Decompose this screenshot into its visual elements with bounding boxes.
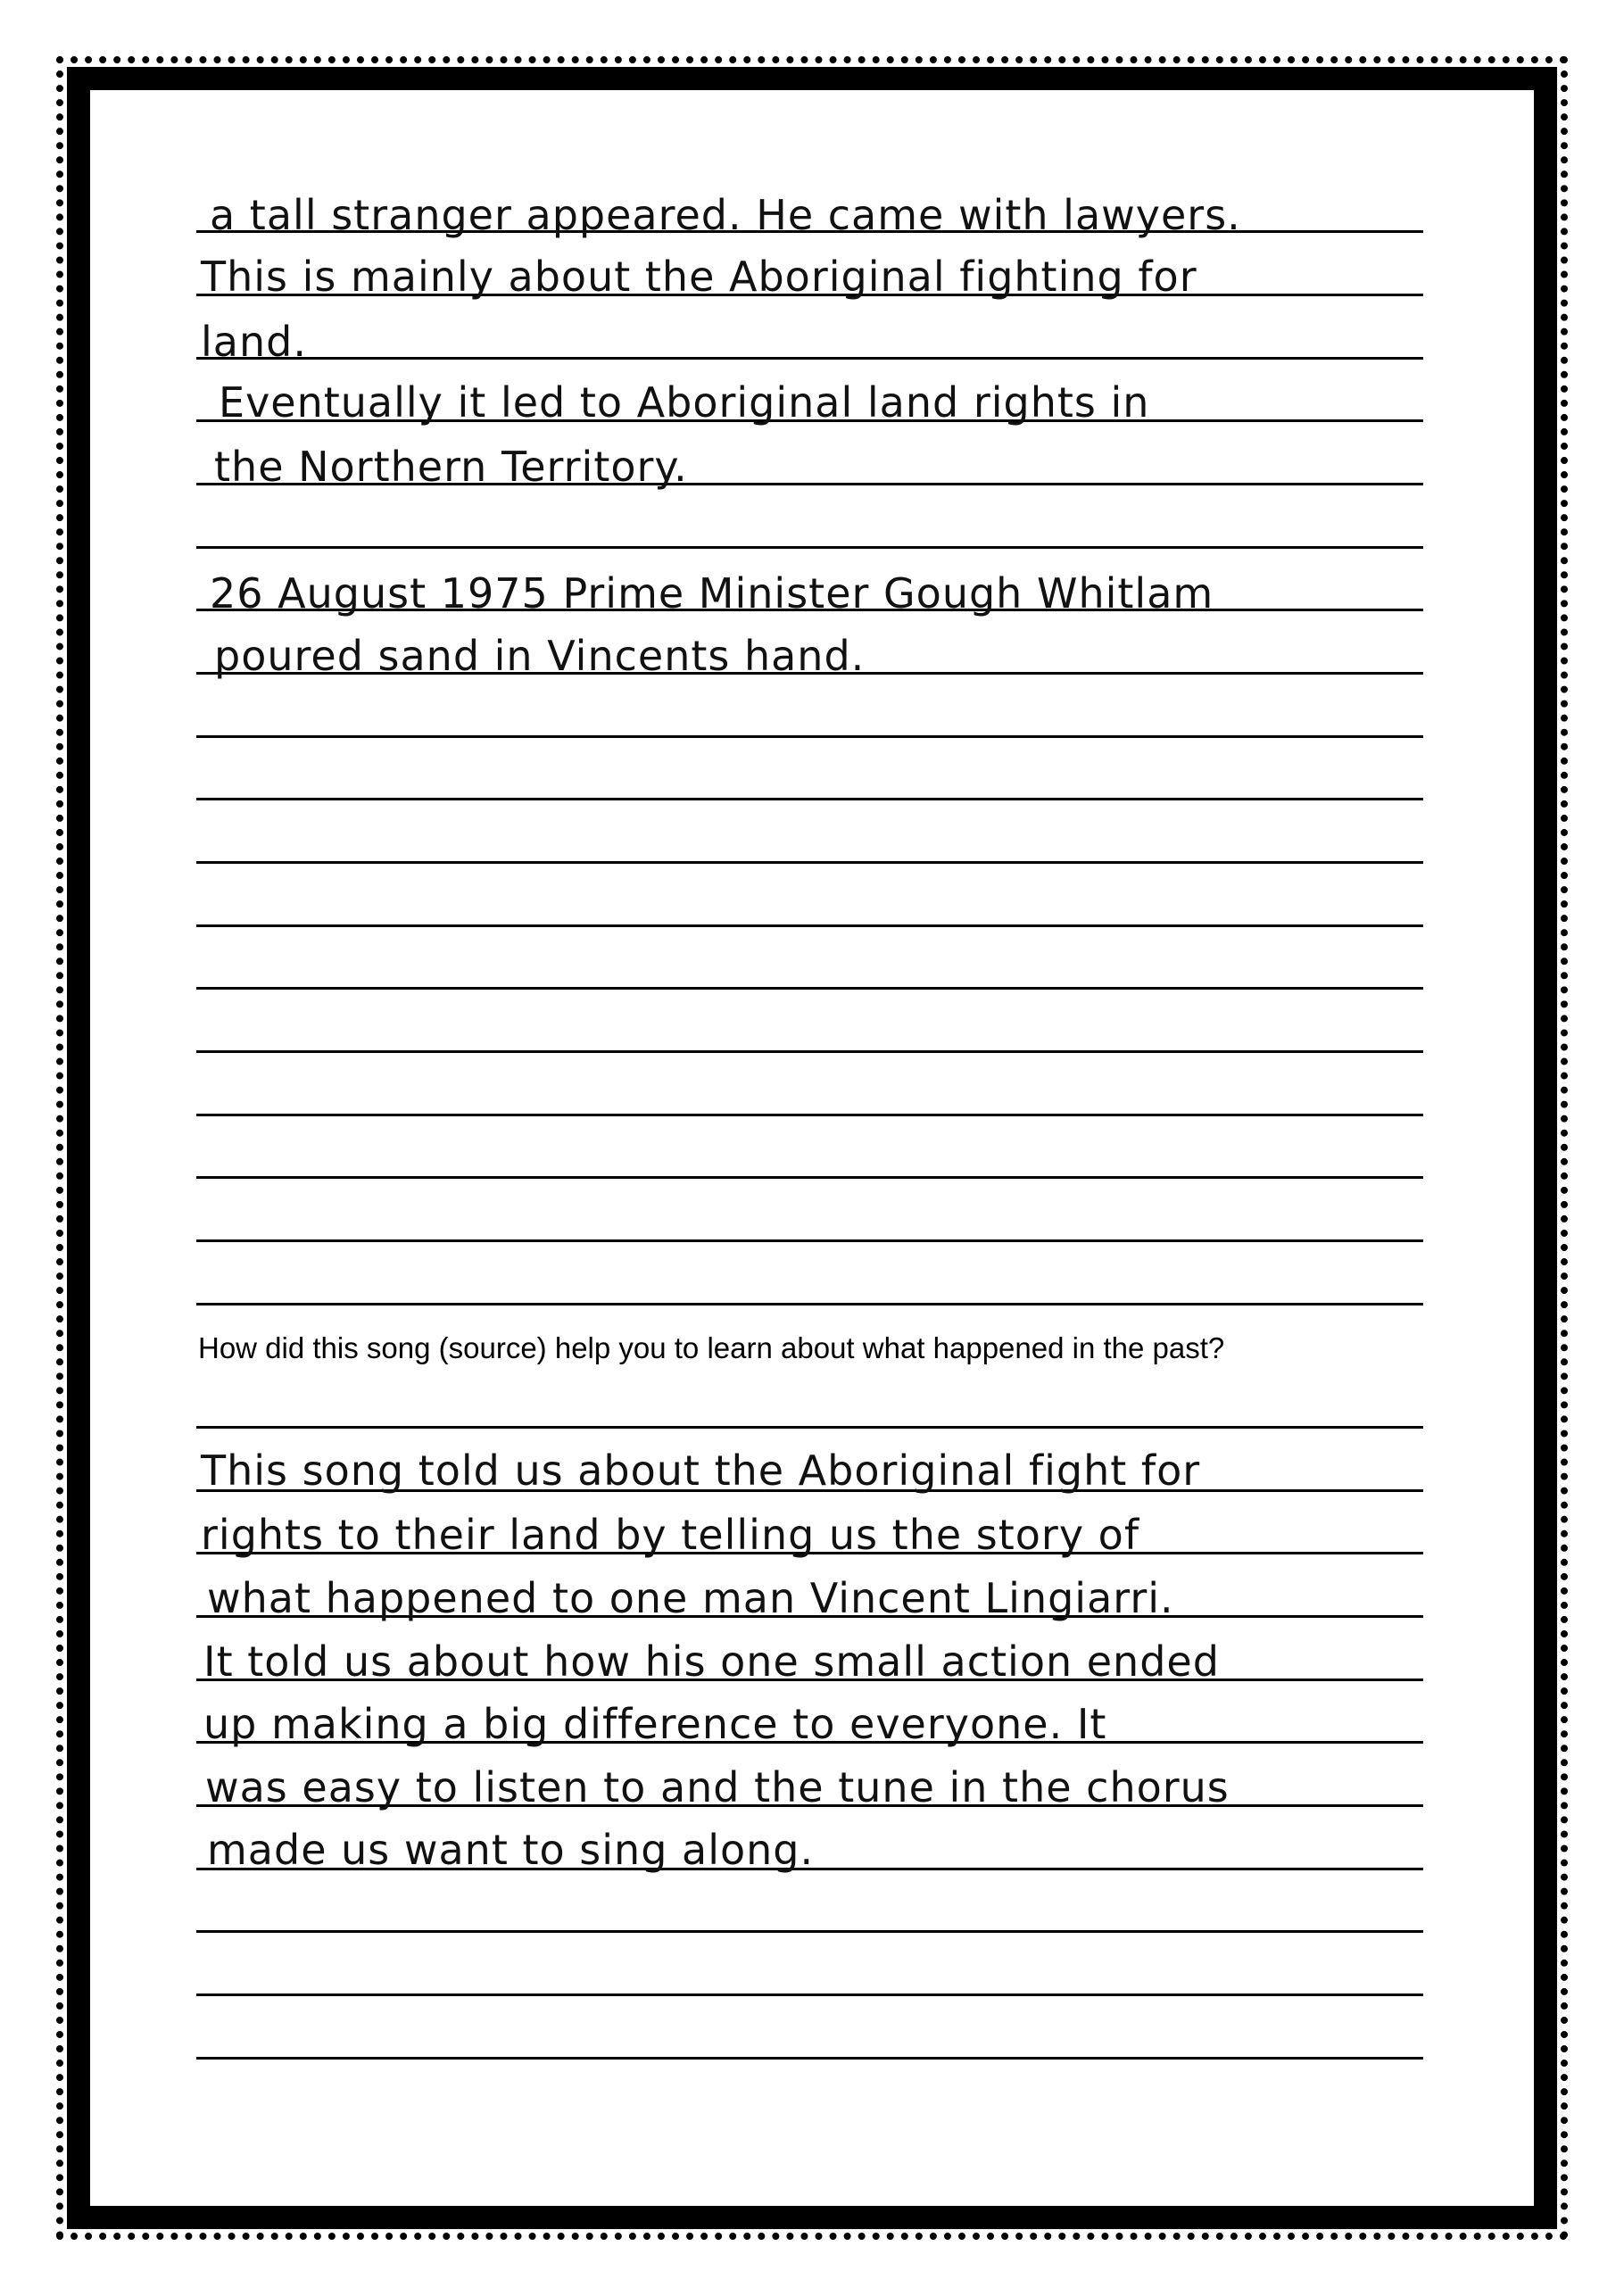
handwritten-answer-line: made us want to sing along. [207,1826,815,1874]
writing-line [196,357,1423,360]
writing-line [196,1176,1423,1179]
answer-line [196,1426,1423,1429]
handwritten-note-line: land. [201,318,307,366]
question-prompt: How did this song (source) help you to learn about what happened in the past? [198,1331,1225,1364]
handwritten-note-line: 26 August 1975 Prime Minister Gough Whitlam [210,569,1214,618]
answer-line [196,2057,1423,2060]
handwritten-answer-line: up making a big difference to everyone. It [203,1700,1107,1748]
handwritten-note-line: This is mainly about the Aboriginal fighting for [201,253,1197,301]
writing-line [196,546,1423,549]
writing-line [196,987,1423,990]
answer-line [196,1930,1423,1933]
writing-line [196,798,1423,800]
handwritten-answer-line: It told us about how his one small action ended [203,1637,1220,1686]
writing-line [196,1050,1423,1053]
handwritten-note-line: a tall stranger appeared. He came with lawyers. [210,191,1241,239]
writing-line [196,1114,1423,1116]
writing-line [196,924,1423,927]
writing-line [196,861,1423,864]
handwritten-answer-line: rights to their land by telling us the story of [201,1511,1140,1559]
writing-line [196,1303,1423,1305]
writing-line [196,735,1423,738]
handwritten-note-line: Eventually it led to Aboriginal land rights in [219,378,1150,427]
answer-line [196,1993,1423,1996]
writing-line [196,1239,1423,1242]
handwritten-answer-line: This song told us about the Aboriginal fight for [201,1446,1201,1495]
handwritten-note-line: poured sand in Vincents hand. [214,632,866,680]
handwritten-answer-line: was easy to listen to and the tune in the chorus [205,1763,1230,1811]
handwritten-note-line: the Northern Territory. [214,443,688,491]
handwritten-answer-line: what happened to one man Vincent Lingiarri. [207,1574,1174,1622]
